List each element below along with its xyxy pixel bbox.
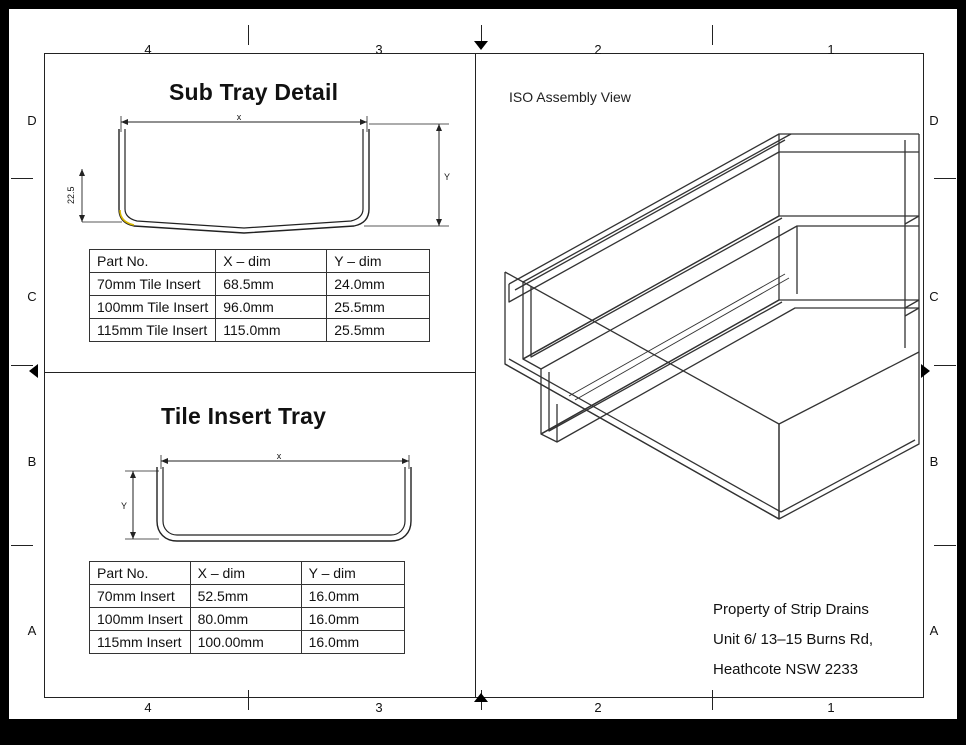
table-cell: 16.0mm (301, 631, 404, 654)
zone-tick-bottom-a (248, 690, 249, 710)
zone-label-bottom-4: 4 (144, 700, 152, 715)
zone-label-left-d: D (27, 113, 37, 128)
table-row (90, 273, 430, 296)
table-cell: 70mm Insert (90, 585, 191, 608)
zone-tick-right-b (934, 365, 956, 366)
sub-tray-dim-y-label: Y (444, 172, 451, 182)
table-cell: 100.00mm (190, 631, 301, 654)
ownership-note-line-2: Unit 6/ 13–15 Burns Rd, (713, 631, 874, 648)
sub-tray-title: Sub Tray Detail (169, 79, 339, 105)
tile-insert-title: Tile Insert Tray (161, 403, 327, 429)
zone-label-top-2: 2 (594, 42, 602, 57)
zone-tick-left-a (11, 178, 33, 179)
tile-insert-dim-x-label: x (276, 451, 282, 461)
sub-tray-spec-table (89, 249, 430, 342)
table-header-cell: Y – dim (301, 562, 404, 585)
zone-label-right-b: B (929, 454, 939, 469)
zone-label-bottom-2: 2 (594, 700, 602, 715)
zone-tick-top-c (712, 25, 713, 45)
zone-tick-bottom-c (712, 690, 713, 710)
table-cell: 16.0mm (301, 585, 404, 608)
zone-label-left-a: A (27, 623, 37, 638)
table-cell: 115mm Tile Insert (90, 319, 216, 342)
table-header-cell: Y – dim (327, 250, 430, 273)
table-header-row (90, 250, 430, 273)
table-row (90, 608, 405, 631)
zone-label-bottom-3: 3 (375, 700, 383, 715)
ownership-note (713, 595, 873, 685)
zone-label-right-d: D (929, 113, 939, 128)
zone-label-top-4: 4 (144, 42, 152, 57)
zone-tick-left-c (11, 545, 33, 546)
center-marker-top-arrow-icon (474, 41, 488, 50)
frame-divider-horizontal (44, 372, 476, 373)
table-cell: 80.0mm (190, 608, 301, 631)
drawing-sheet (8, 8, 958, 720)
table-header-cell: X – dim (190, 562, 301, 585)
table-header-cell: Part No. (90, 562, 191, 585)
table-row (90, 296, 430, 319)
sub-tray-section-drawing (64, 114, 464, 244)
zone-label-bottom-1: 1 (827, 700, 835, 715)
table-cell: 115.0mm (216, 319, 327, 342)
sub-tray-angle-label: 22.5 (66, 186, 76, 204)
zone-tick-right-c (934, 545, 956, 546)
table-row (90, 319, 430, 342)
zone-label-right-c: C (929, 289, 939, 304)
frame-divider-vertical (475, 53, 476, 698)
zone-tick-top-a (248, 25, 249, 45)
center-marker-bottom-arrow-icon (474, 693, 488, 702)
table-cell: 115mm Insert (90, 631, 191, 654)
tile-insert-spec-table (89, 561, 405, 654)
table-cell: 100mm Tile Insert (90, 296, 216, 319)
iso-assembly-drawing (479, 104, 924, 524)
zone-label-top-3: 3 (375, 42, 383, 57)
table-header-cell: Part No. (90, 250, 216, 273)
table-cell: 100mm Insert (90, 608, 191, 631)
zone-label-right-a: A (929, 623, 939, 638)
ownership-note-line-3: Heathcote NSW 2233 (713, 661, 859, 678)
table-cell: 25.5mm (327, 296, 430, 319)
zone-tick-right-a (934, 178, 956, 179)
table-cell: 68.5mm (216, 273, 327, 296)
table-row (90, 631, 405, 654)
table-cell: 70mm Tile Insert (90, 273, 216, 296)
zone-label-top-1: 1 (827, 42, 835, 57)
table-header-row (90, 562, 405, 585)
table-cell: 96.0mm (216, 296, 327, 319)
table-cell: 24.0mm (327, 273, 430, 296)
table-cell: 52.5mm (190, 585, 301, 608)
zone-label-left-c: C (27, 289, 37, 304)
ownership-note-line-1: Property of Strip Drains (713, 601, 869, 618)
zone-label-left-b: B (27, 454, 37, 469)
tile-insert-section-drawing (119, 449, 459, 559)
center-marker-left-arrow-icon (29, 364, 38, 378)
table-cell: 16.0mm (301, 608, 404, 631)
sub-tray-dim-x-label: x (236, 114, 242, 122)
iso-view-label: ISO Assembly View (509, 89, 631, 105)
tile-insert-dim-y-label: Y (121, 501, 128, 511)
table-header-cell: X – dim (216, 250, 327, 273)
table-row (90, 585, 405, 608)
table-cell: 25.5mm (327, 319, 430, 342)
